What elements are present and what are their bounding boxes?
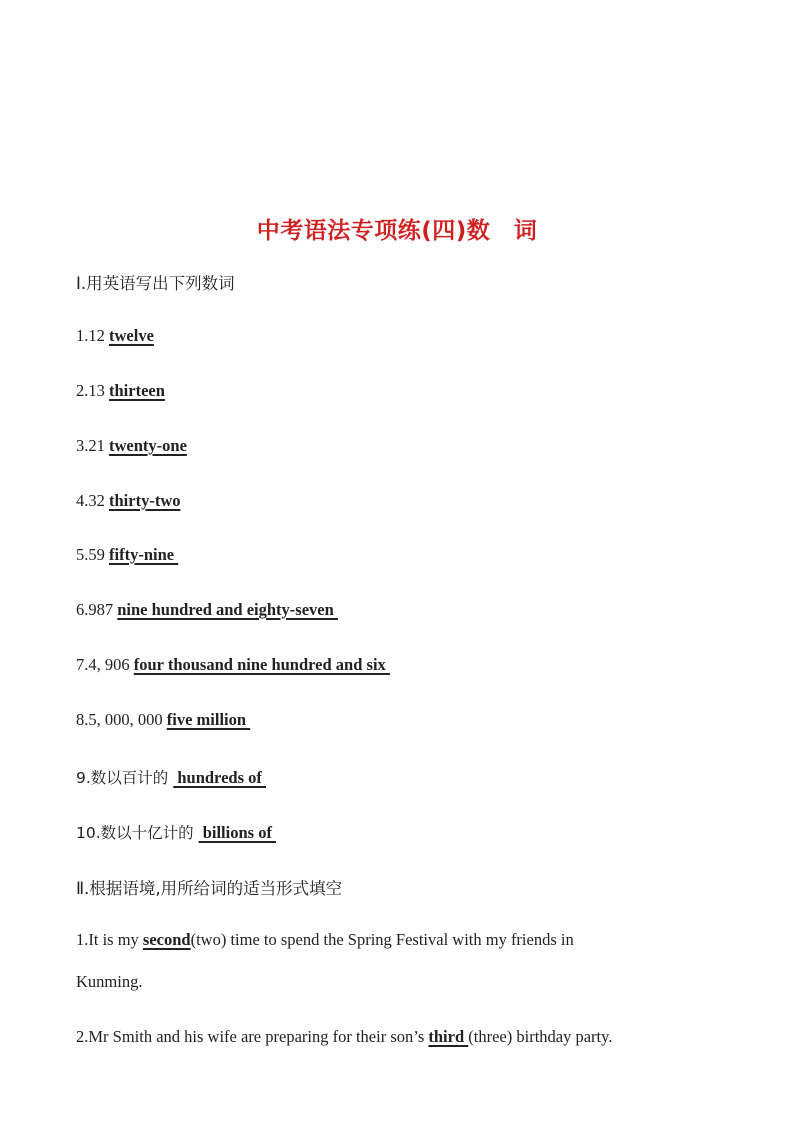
item-answer: nine hundred and eighty-seven — [117, 600, 338, 619]
list-item — [76, 821, 276, 843]
list-item — [76, 326, 154, 346]
item-answer: billions of — [198, 823, 277, 842]
item-label: 4.32 — [76, 491, 109, 510]
item-label: 1.12 — [76, 326, 109, 345]
item-answer: five million — [166, 710, 251, 729]
question-1 — [76, 930, 574, 950]
question-text-after: (three) birthday party. — [468, 1027, 613, 1046]
section-heading-1: Ⅰ.用英语写出下列数词 — [76, 274, 235, 293]
question-1-continuation: Kunming. — [76, 972, 143, 991]
list-item — [76, 655, 390, 675]
item-label: 2.13 — [76, 381, 109, 400]
item-label: 9.数以百计的 — [76, 769, 174, 787]
item-label: 8.5, 000, 000 — [76, 710, 167, 729]
question-2 — [76, 1027, 612, 1047]
item-answer: thirty-two — [109, 491, 181, 510]
question-answer: third — [428, 1027, 469, 1046]
question-text-before: 1.It is my — [76, 930, 143, 949]
item-answer: twenty-one — [109, 436, 187, 455]
item-answer: hundreds of — [173, 768, 266, 787]
item-answer: fifty-nine — [109, 545, 179, 564]
list-item — [76, 491, 180, 511]
list-item — [76, 381, 165, 401]
list-item — [76, 710, 250, 730]
list-item — [76, 436, 187, 456]
item-answer: thirteen — [109, 381, 165, 400]
question-text-after: (two) time to spend the Spring Festival with my friends in — [190, 930, 574, 949]
page-title: 中考语法专项练(四)数 词 — [256, 218, 538, 244]
question-answer: second — [142, 930, 191, 949]
item-answer: four thousand nine hundred and six — [133, 655, 390, 674]
item-label: 3.21 — [76, 436, 109, 455]
item-label: 10.数以十亿计的 — [76, 824, 199, 842]
question-text-before: 2.Mr Smith and his wife are preparing for their son’s — [76, 1027, 429, 1046]
list-item — [76, 766, 266, 788]
item-label: 7.4, 906 — [76, 655, 134, 674]
section-heading-2: Ⅱ.根据语境,用所给词的适当形式填空 — [76, 879, 343, 898]
item-label: 6.987 — [76, 600, 118, 619]
item-answer: twelve — [109, 326, 154, 345]
item-label: 5.59 — [76, 545, 109, 564]
list-item — [76, 600, 338, 620]
list-item — [76, 545, 178, 565]
